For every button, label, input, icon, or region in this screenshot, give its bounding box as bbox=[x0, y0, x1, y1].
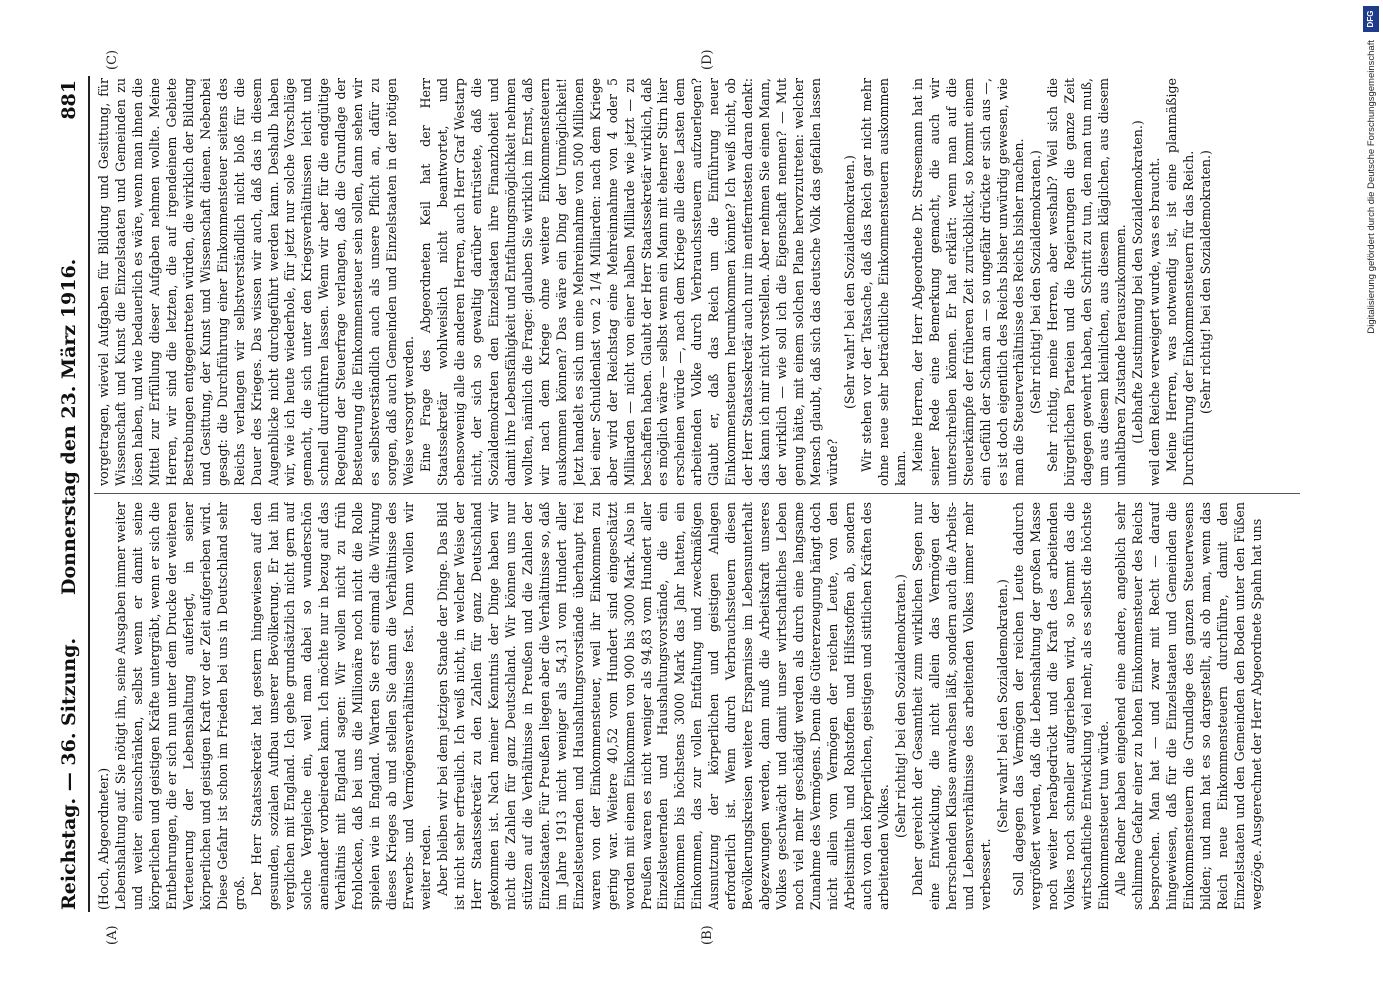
paragraph: Eine Frage des Abgeordneten Keil hat der Herr Staatssekretär wohlweislich nicht beantwortet, und ebensowenig alle die anderen Herren, auch Herr Graf Westarp nicht, der sich so gewaltig darüber entrüstete, daß die Sozialdemokraten den Einzelstaaten ihre Finanzhoheit und damit ihre Lebensfähigkeit und Entfaltungsmöglichkeit nehmen wollten, nämlich die Frage: glauben Sie wirklich im Ernst, daß wir nach dem Kriege ohne weitere Einkommensteuern auskommen können? Das wäre ein Ding der Unmöglichkeit! Jetzt handelt es sich um eine Mehreinnahme von 500 Millionen bei einer Schuldenlast von 2 1/4 Milliarden: nach dem Kriege aber wird der Reichstag eine Mehreinnahme von 4 oder 5 Milliarden — nicht von einer halben Milliarde wie jetzt — zu beschaffen haben. Glaubt der Herr Staatssekretär wirklich, daß es möglich wäre — selbst wenn ein Mann mit eherner Stirn hier erscheinen würde —, nach dem Kriege alle diese Lasten dem arbeitenden Volke durch Verbrauchssteuern aufzuerlegen? Glaubt er, daß das Reich um die Einführung neuer Einkommensteuern herumkommen könnte? Ich weiß nicht, ob der Herr Staatssekretär auch nur im entferntesten daran denkt: das kann ich mir nicht vorstellen. Aber nehmen Sie einen Mann, der wirklich — wie soll ich die Eigenschaft nennen? — Mut genug hätte, mit einem solchen Plane hervorzutreten: welcher Mensch glaubt, daß sich das deutsche Volk das gefallen lassen würde? bbox=[418, 78, 840, 486]
header-session: Reichstag. — 36. Sitzung. bbox=[58, 637, 80, 910]
interjection: (Lebhafte Zustimmung bei den Sozialdemokraten.) bbox=[1130, 120, 1146, 444]
page-header bbox=[58, 80, 88, 910]
paragraph: Soll dagegen das Vermögen der reichen Leute dadurch vergrößert werden, daß die Lebenshaltung der großen Masse noch weiter herabgedrückt und die Kraft des arbeitenden Volkes noch schneller aufgerieben wird, so hemmt das die wirtschaftliche Entwicklung viel mehr, als es selbst die höchste Einkommensteuer tun würde. bbox=[1011, 502, 1112, 910]
interjection: (Sehr richtig! bei den Sozialdemokraten.) bbox=[892, 574, 908, 838]
interjection: (Sehr richtig! bei den Sozialdemokraten.) bbox=[1197, 150, 1213, 414]
paragraph: Meine Herren, was notwendig ist, ist eine planmäßige Durchführung der Einkommensteuern für das Reich. bbox=[1164, 78, 1196, 486]
interjection: (Sehr wahr! bei den Sozialdemokraten.) bbox=[841, 155, 857, 409]
paragraph: Lebenshaltung auf. Sie nötigt ihn, seine Ausgaben immer weiter und weiter einzuschränken, selbst wenn er damit seine körperlichen und geistigen Kräfte untergräbt, wenn er sich die Entbehrungen, die er sich nun unter dem Drucke der weiteren Verteuerung der Lebenshaltung auferlegt, in seiner körperlichen und geistigen Kraft vor der Zeit aufgerieben wird. Diese Gefahr ist schon im Frieden bei uns in Deutschland sehr groß. bbox=[112, 502, 247, 910]
paragraph: Sehr richtig, meine Herren, aber weshalb? Weil sich die bürgerlichen Parteien und die Regierungen die ganze Zeit dagegen gewehrt haben, den Schritt zu tun, den man tun muß, um aus diesem kleinlichen, aus diesem kläglichen, aus diesem unhaltbaren Zustande herauszukommen. bbox=[1045, 78, 1129, 486]
paragraph: Daher gereicht der Gesamtheit zum wirklichen Segen nur eine Entwicklung, die nicht allein das Vermögen der herrschenden Klasse anwachsen läßt, sondern auch die Arbeits- und Lebensverhältnisse des arbeitenden Volkes immer mehr verbessert. bbox=[909, 502, 993, 910]
credit-text: Digitalisierung gefördert durch die Deutsche Forschungsgemeinschaft bbox=[1366, 40, 1377, 334]
margin-mark-d: (D) bbox=[700, 49, 715, 70]
column-divider bbox=[94, 493, 1300, 494]
paragraph: Meine Herren, der Herr Abgeordnete Dr. Stresemann hat in seiner Rede eine Bemerkung gemacht, die auch wir unterschreiben können. Er hat erklärt: wenn man auf die Steuerkämpfe der früheren Zeit zurückblickt, so kommt einem ein Gefühl der Scham an — so ungefähr drückte er sich aus —, es ist doch eigentlich des Reichs bisher unwürdig gewesen, wie man die Steuerverhältnisse des Reichs bisher machen. bbox=[909, 78, 1027, 486]
paragraph: vorgetragen, wieviel Aufgaben für Bildung und Gesittung, für Wissenschaft und Kunst die Einzelstaaten und Gemeinden zu lösen haben, und wie bedauerlich es wäre, wenn man ihnen die Mittel zur Erfüllung dieser Aufgaben nehmen wollte. Meine Herren, wir sind die letzten, die auf irgendeinem Gebiete Bestrebungen entgegentreten würden, die wirklich der Bildung und Gesittung, der Kunst und Wissenschaft dienen. Nebenbei gesagt: die Durchführung einer Einkommensteuer seitens des Reichs verlangen wir selbstverständlich nicht bloß für die Dauer des Krieges. Das wissen wir auch, daß das in diesem Augenblicke nicht durchgeführt werden kann. Deshalb haben wir, wie ich heute wiederhole, für jetzt nur solche Vorschläge gemacht, die sich unter den Kriegsverhältnissen leicht und schnell durchführen lassen. Wenn wir aber für die endgültige Regelung der Steuerfrage verlangen, daß die Grundlage der Besteuerung die Einkommensteuer sein sollen, dann sehen wir es selbstverständlich auch als unsere Pflicht an, dafür zu sorgen, daß auch Gemeinden und Einzelstaaten in der nötigen Weise versorgt werden. bbox=[96, 78, 417, 486]
left-column bbox=[96, 502, 1300, 910]
dfg-logo: DFG bbox=[1363, 6, 1379, 32]
speaker-note: (Hoch, Abgeordneter.) bbox=[96, 767, 111, 910]
header-date: Donnerstag den 23. März 1916. bbox=[58, 258, 80, 595]
interjection: (Sehr wahr! bei den Sozialdemokraten.) bbox=[994, 579, 1010, 833]
digitization-credit bbox=[1363, 0, 1381, 1000]
margin-mark-c: (C) bbox=[105, 49, 120, 70]
interjection: (Sehr richtig! bei den Sozialdemokraten.) bbox=[1028, 150, 1044, 414]
margin-mark-b: (B) bbox=[700, 925, 715, 945]
paragraph: Alle Redner haben eingehend eine andere, angeblich sehr schlimme Gefahr einer zu hohen Einkommensteuer des Reichs besprochen. Man hat — und zwar mit Recht — darauf hingewiesen, daß für die Einzelstaaten und Gemeinden die Einkommensteuern die Grundlage des ganzen Steuerwesens bilden; und man hat es so dargestellt, als ob man, wenn das Reich neue Einkommensteuern durchführe, damit den Einzelstaaten und den Gemeinden den Boden unter den Füßen wegzöge. Ausgerechnet der Herr Abgeordnete Spahn hat uns bbox=[1113, 502, 1264, 910]
header-rule bbox=[88, 76, 90, 912]
paragraph: Der Herr Staatssekretär hat gestern hingewiesen auf den gesunden, sozialen Aufbau unserer Bevölkerung. Er hat ihn verglichen mit England. Ich gehe grundsätzlich nicht gern auf solche Vergleiche ein, weil man dabei so wunderschön aneinander vorbeireden kann. Ich möchte nur in bezug auf das Verhältnis mit England sagen: Wir wollen nicht zu früh frohlocken, daß bei uns die Millionäre noch nicht die Rolle spielen wie in England. Warten Sie erst einmal die Wirkung dieses Krieges ab und stellen Sie dann die Verhältnisse des Erwerbs- und Vermögensverhältnisse fest. Dann wollen wir weiter reden. bbox=[248, 502, 434, 910]
paragraph: weil dem Reiche verweigert wurde, was es braucht. bbox=[1147, 157, 1163, 486]
page-number: 881 bbox=[58, 80, 80, 120]
paragraph: Aber bleiben wir bei dem jetzigen Stande der Dinge. Das Bild ist nicht sehr erfreulich. Ich weiß nicht, in welcher Weise der Herr Staatssekretär zu den Zahlen für ganz Deutschland gekommen ist. Nach meiner Kenntnis der Dinge haben wir nicht die Zahlen für ganz Deutschland. Wir können uns nur stützen auf die Verhältnisse in Preußen und die Zahlen der Einzelstaaten. Für Preußen liegen aber die Verhältnisse so, daß im Jahre 1913 nicht weniger als 54,31 vom Hundert aller Einzelsteuernden und Haushaltungsvorstände überhaupt frei waren von der Einkommensteuer, weil ihr Einkommen zu gering war. Weitere 40,52 vom Hundert sind eingeschätzt worden mit einem Einkommen von 900 bis 3000 Mark. Also in Preußen waren es nicht weniger als 94,83 vom Hundert aller Einzelsteuernden und Haushaltungsvorstände, die ein Einkommen bis höchstens 3000 Mark das Jahr hatten, ein Einkommen, das zur vollen Entfaltung und zweckmäßigen Ausnutzung der körperlichen und geistigen Anlagen erforderlich ist. Wenn durch Verbrauchssteuern diesen Bevölkerungskreisen weitere Ersparnisse im Lebensunterhalt abgezwungen werden, dann muß die Arbeitskraft unseres Volkes geschwächt und damit unser wirtschaftliches Leben noch viel mehr geschädigt werden als durch eine langsame Zunahme des Vermögens. Denn die Gütererzeugung hängt doch nicht allein vom Vermögen der reichen Leute, von den Arbeitsmitteln und Rohstoffen und Hilfsstoffen ab, sondern auch von den körperlichen, geistigen und sittlichen Kräften des arbeitenden Volkes. bbox=[435, 502, 891, 910]
margin-mark-a: (A) bbox=[105, 925, 120, 945]
paragraph: Wir stehen vor der Tatsache, daß das Reich gar nicht mehr ohne neue sehr beträchtliche Einkommensteuern auskommen kann. bbox=[858, 78, 908, 486]
right-column bbox=[96, 78, 1300, 486]
